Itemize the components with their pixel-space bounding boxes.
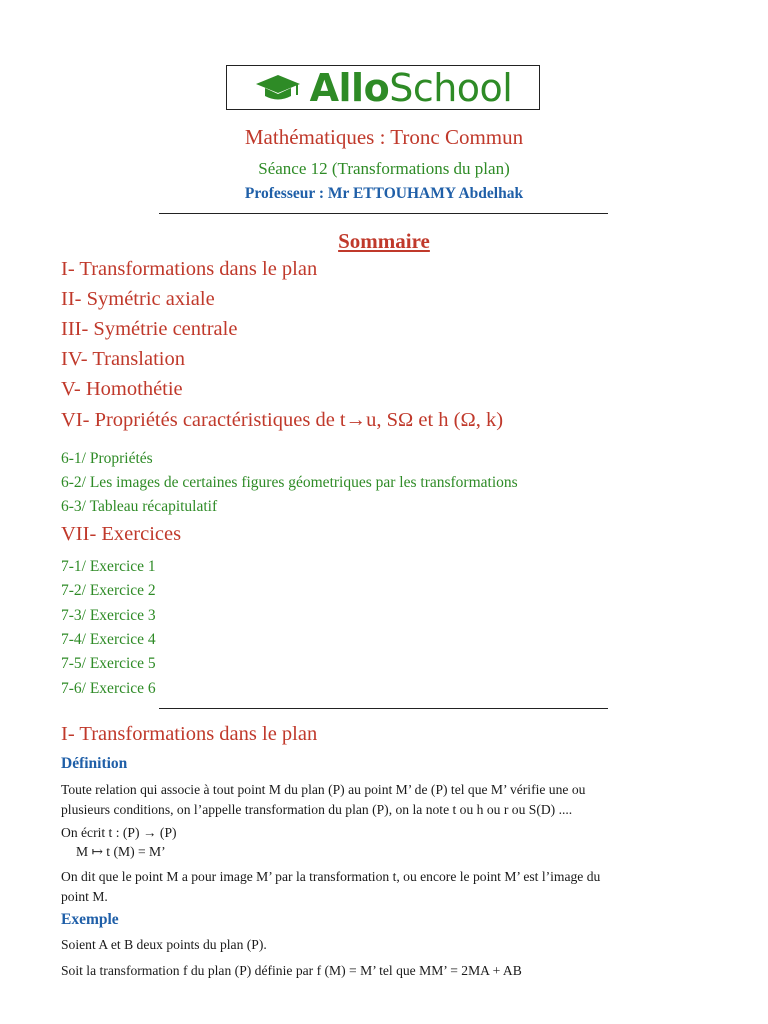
toc-item-2[interactable]: II- Symétric axiale <box>61 288 215 310</box>
toc-item-6[interactable]: VI- Propriétés caractéristiques de t→u, SΩ et h (Ω, k) <box>61 409 504 431</box>
toc-sub-7-3[interactable]: 7-3/ Exercice 3 <box>61 607 156 624</box>
toc-sub-7-2[interactable]: 7-2/ Exercice 2 <box>61 582 156 599</box>
section-1-title: I- Transformations dans le plan <box>61 723 318 745</box>
toc-item-5[interactable]: V- Homothétie <box>61 378 183 400</box>
toc-sub-7-1[interactable]: 7-1/ Exercice 1 <box>61 558 156 575</box>
professor-name: Professeur : Mr ETTOUHAMY Abdelhak <box>244 185 524 202</box>
toc-sub-6-1[interactable]: 6-1/ Propriétés <box>61 450 153 467</box>
definition-line-2: plusieurs conditions, on l’appelle transformation du plan (P), on la note t ou h ou r ou S(D) .... <box>61 802 573 817</box>
toc-sub-6-2[interactable]: 6-2/ Les images de certaines figures géometriques par les transformations <box>61 474 518 491</box>
sommaire-heading: Sommaire <box>338 229 430 253</box>
exemple-line-1: Soient A et B deux points du plan (P). <box>61 937 267 952</box>
toc-sub-6-3[interactable]: 6-3/ Tableau récapitulatif <box>61 498 218 515</box>
divider-top <box>159 213 608 214</box>
session-subtitle: Séance 12 (Transformations du plan) <box>258 159 510 178</box>
notation-line-1: On écrit t : (P) → (P) <box>61 825 177 840</box>
graduation-cap-icon <box>254 73 302 103</box>
logo-wordmark: AlloSchool <box>309 65 513 110</box>
alloschool-logo[interactable] <box>226 65 540 110</box>
image-text-line-2: point M. <box>61 889 108 904</box>
divider-bottom <box>159 708 608 709</box>
image-text-line-1: On dit que le point M a pour image M’ par la transformation t, ou encore le point M’ est l’image du <box>61 869 601 884</box>
exemple-line-2: Soit la transformation f du plan (P) définie par f (M) = M’ tel que MM’ = 2MA + AB <box>61 963 522 978</box>
definition-line-1: Toute relation qui associe à tout point M du plan (P) au point M’ de (P) tel que M’ vérifie une ou <box>61 782 586 797</box>
toc-item-1[interactable]: I- Transformations dans le plan <box>61 258 318 280</box>
toc-sub-7-5[interactable]: 7-5/ Exercice 5 <box>61 655 156 672</box>
notation-line-2: M ↦ t (M) = M’ <box>76 844 166 859</box>
toc-item-4[interactable]: IV- Translation <box>61 348 185 370</box>
toc-item-3[interactable]: III- Symétrie centrale <box>61 318 238 340</box>
exemple-heading: Exemple <box>61 911 119 928</box>
toc-sub-7-4[interactable]: 7-4/ Exercice 4 <box>61 631 156 648</box>
toc-sub-7-6[interactable]: 7-6/ Exercice 6 <box>61 680 156 697</box>
document-title: Mathématiques : Tronc Commun <box>244 125 524 149</box>
definition-heading: Définition <box>61 755 128 772</box>
toc-item-7[interactable]: VII- Exercices <box>61 523 182 545</box>
